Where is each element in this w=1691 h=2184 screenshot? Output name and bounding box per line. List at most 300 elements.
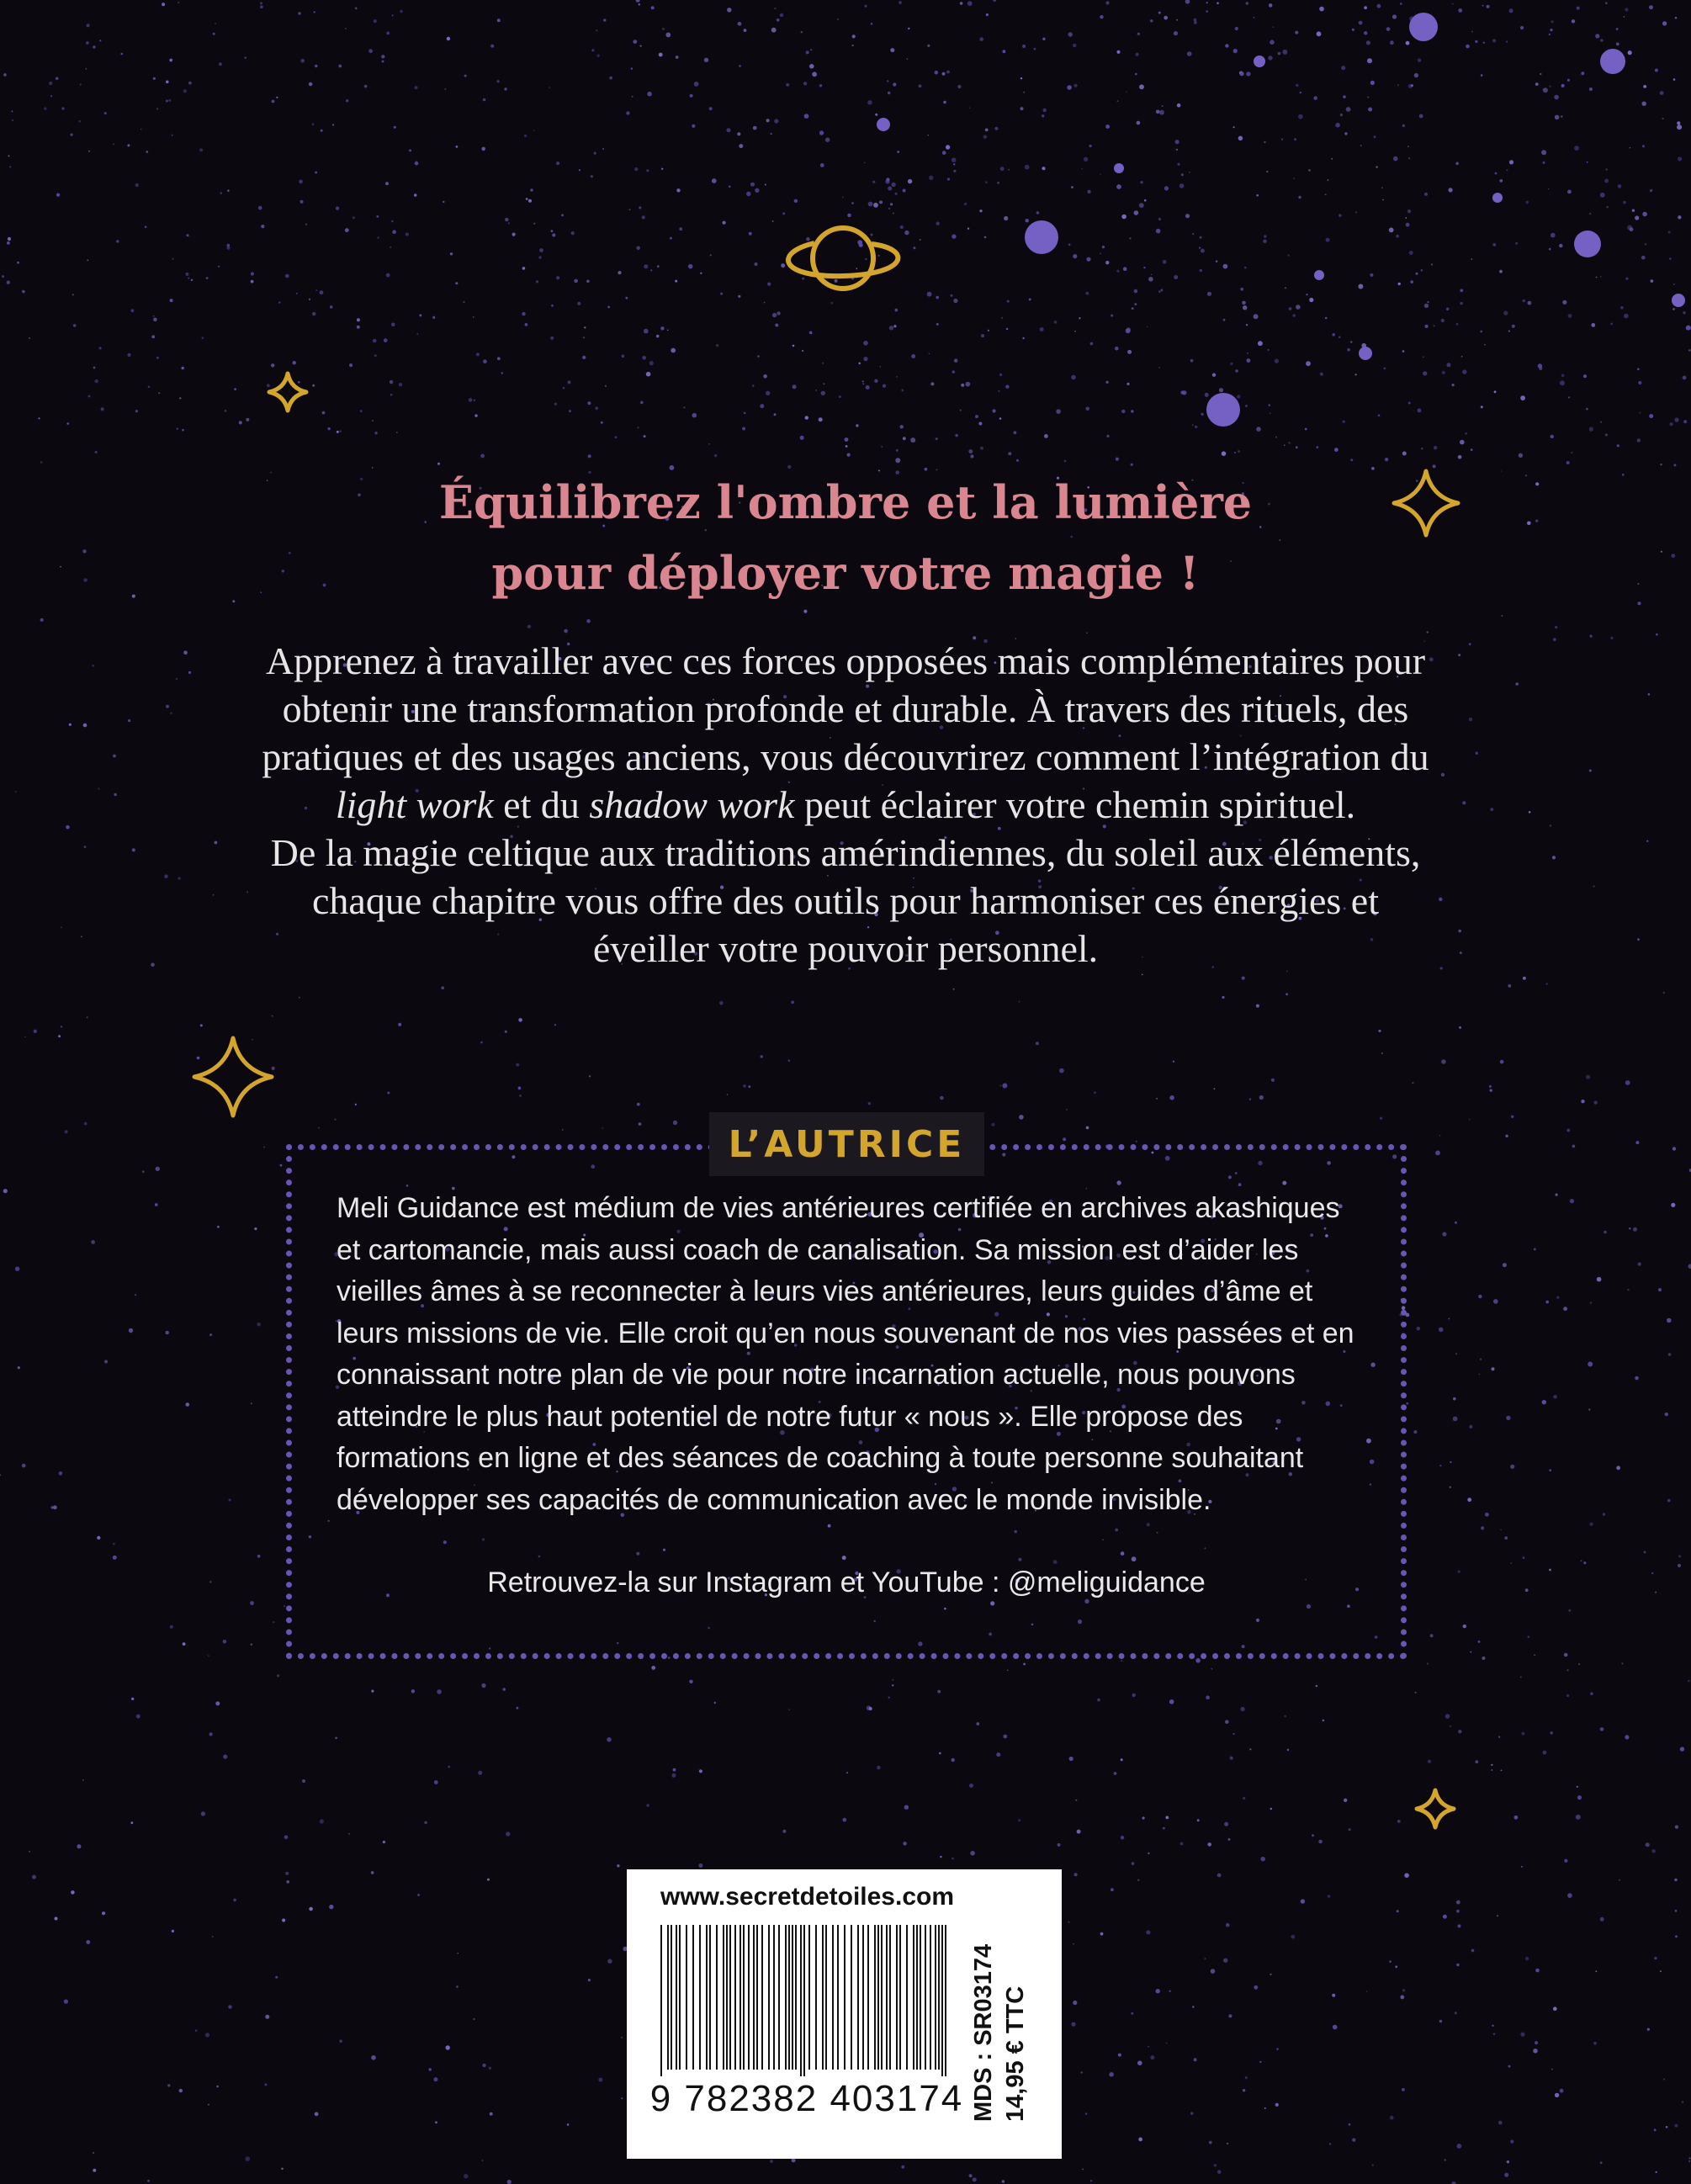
star-dot (1397, 84, 1399, 86)
star-dot (525, 323, 528, 326)
star-dot (329, 1905, 333, 1909)
star-dot (1131, 2012, 1133, 2015)
star-dot (777, 19, 780, 22)
star-dot (1642, 212, 1647, 217)
star-dot (1560, 2089, 1564, 2093)
star-dot (1475, 40, 1477, 43)
star-dot (1222, 996, 1224, 999)
star-dot (1275, 359, 1279, 363)
star-dot (1258, 341, 1263, 346)
star-dot (1674, 418, 1678, 422)
star-dot (166, 81, 169, 84)
star-dot (1301, 1899, 1305, 1903)
star-dot (1068, 1922, 1069, 1923)
star-dot (263, 1147, 265, 1148)
star-dot (61, 1026, 62, 1027)
star-dot (1418, 59, 1421, 62)
star-dot (1633, 1227, 1637, 1232)
star-dot (936, 222, 940, 225)
barcode-bar (676, 1925, 677, 2070)
star-dot (82, 1779, 84, 1781)
star-dot (1169, 1991, 1171, 1992)
star-dot (84, 846, 87, 848)
star-dot (602, 148, 604, 150)
barcode-bar (935, 1925, 936, 2070)
star-dot (490, 2112, 493, 2116)
star-dot (167, 2084, 170, 2086)
star-dot (1025, 165, 1030, 170)
star-dot (1434, 325, 1435, 326)
star-dot (1200, 236, 1202, 239)
star-dot (1123, 267, 1127, 271)
star-dot (1068, 243, 1071, 246)
star-dot (1600, 276, 1602, 278)
star-dot (1023, 1663, 1026, 1666)
star-dot (1139, 84, 1144, 89)
star-dot (1014, 431, 1017, 434)
star-dot (188, 278, 189, 279)
star-dot (1234, 452, 1236, 453)
star-dot (3, 1189, 8, 1193)
star-dot (750, 183, 755, 187)
author-label: L’AUTRICE (709, 1112, 984, 1176)
star-dot (265, 2015, 269, 2019)
star-dot (98, 788, 99, 790)
star-dot (225, 410, 227, 412)
star-dot (1625, 1735, 1629, 1739)
star-dot (1381, 1052, 1383, 1054)
star-dot (318, 1127, 320, 1129)
star-dot (1127, 350, 1132, 354)
star-dot (12, 119, 13, 121)
star-dot (92, 665, 94, 667)
star-dot (842, 1818, 846, 1822)
star-dot (809, 64, 814, 69)
star-dot (582, 356, 586, 359)
star-dot (285, 274, 289, 278)
star-dot (1180, 1842, 1184, 1846)
star-dot (636, 0, 640, 3)
star-dot (526, 198, 528, 200)
star-dot (1121, 1660, 1122, 1662)
barcode-bar (785, 1925, 787, 2070)
star-dot (147, 2180, 150, 2182)
star-dot (1630, 147, 1631, 149)
star-dot (858, 363, 861, 365)
star-dot (77, 1844, 81, 1848)
star-dot (1442, 1232, 1446, 1236)
star-dot (1674, 1879, 1678, 1882)
star-dot (478, 1771, 482, 1775)
star-dot (1144, 199, 1147, 202)
star-dot (594, 152, 596, 155)
star-dot (1227, 2143, 1228, 2144)
star-dot (551, 305, 554, 307)
star-dot (1688, 1680, 1690, 1683)
star-dot (353, 216, 355, 219)
star-dot (1434, 446, 1438, 450)
star-dot (1223, 1959, 1227, 1963)
star-dot (271, 363, 274, 367)
star-dot (622, 355, 625, 358)
star-dot (101, 407, 104, 411)
star-dot (805, 416, 808, 419)
star-dot (1458, 1571, 1460, 1573)
star-dot (1156, 1098, 1158, 1100)
star-dot (618, 271, 621, 274)
star-dot (512, 233, 516, 236)
star-dot (1553, 638, 1556, 641)
star-dot (252, 1039, 253, 1041)
star-dot (1641, 256, 1646, 260)
star-dot (881, 446, 883, 448)
star-dot (1675, 17, 1677, 19)
barcode-bar (660, 1925, 662, 2076)
star-dot (1506, 1416, 1510, 1420)
star-dot (1591, 323, 1595, 327)
bio-line: Meli Guidance est médium de vies antérieures certifiée en archives akashiques (337, 1192, 1340, 1224)
star-dot (820, 163, 824, 167)
star-dot (1574, 146, 1579, 151)
star-dot (1138, 2138, 1142, 2142)
star-dot (206, 277, 209, 279)
star-dot (1264, 141, 1265, 143)
star-dot (1008, 169, 1010, 171)
star-dot (1515, 242, 1518, 245)
star-dot (699, 1769, 702, 1773)
star-dot (639, 206, 641, 209)
star-dot (809, 331, 813, 335)
star-dot (1111, 315, 1113, 317)
star-dot (1481, 406, 1483, 408)
star-dot (233, 1899, 236, 1902)
star-dot (1105, 381, 1108, 384)
star-dot (991, 1123, 994, 1126)
star-dot (131, 309, 135, 312)
star-dot (332, 124, 334, 125)
bio-line: développer ses capacités de communication avec le monde invisible. (337, 1483, 1211, 1516)
star-dot (1332, 333, 1335, 337)
star-dot (8, 237, 11, 241)
star-dot (1493, 2033, 1495, 2035)
star-dot (1526, 201, 1529, 204)
star-dot (632, 96, 633, 98)
star-dot (1325, 193, 1327, 195)
star-dot (644, 435, 646, 437)
star-dot (1586, 408, 1588, 411)
star-dot (1675, 1826, 1678, 1829)
star-dot (1260, 1857, 1265, 1862)
star-dot (1450, 1461, 1451, 1463)
star-dot (1500, 1529, 1502, 1531)
star-dot (1480, 1358, 1482, 1360)
star-dot (97, 1536, 100, 1540)
barcode-bar (913, 1925, 914, 2070)
star-dot (1207, 1842, 1211, 1847)
barcode-bar (679, 1925, 681, 2070)
star-dot (591, 175, 593, 178)
star-dot (212, 1936, 214, 1938)
star-dot (903, 437, 906, 440)
star-dot (1100, 252, 1101, 254)
star-dot (1402, 1989, 1405, 1991)
star-dot (1449, 188, 1453, 192)
star-dot (518, 1087, 522, 1090)
star-dot (1131, 410, 1133, 412)
star-dot (983, 135, 987, 139)
star-dot (1163, 260, 1167, 264)
star-dot (947, 178, 950, 180)
star-dot (1305, 428, 1307, 431)
star-dot (1355, 374, 1357, 375)
star-dot (1589, 427, 1593, 431)
star-dot (1121, 215, 1126, 220)
star-dot (952, 370, 955, 373)
star-dot (1389, 228, 1394, 233)
star-dot (381, 55, 384, 58)
star-dot (1583, 374, 1587, 378)
star-dot (970, 1851, 975, 1856)
star-dot (892, 1679, 893, 1681)
star-dot (1645, 243, 1647, 246)
star-dot (1452, 384, 1455, 386)
star-dot (223, 1640, 227, 1644)
star-dot (1566, 1129, 1570, 1132)
star-dot (1597, 1277, 1602, 1282)
star-dot (1402, 125, 1405, 127)
star-dot (1564, 1653, 1568, 1657)
star-dot (586, 280, 590, 284)
star-dot (349, 363, 353, 367)
star-dot (446, 2045, 450, 2049)
star-dot (1350, 341, 1352, 342)
star-dot (896, 449, 899, 452)
star-dot (1148, 277, 1153, 282)
star-dot (1156, 229, 1161, 234)
star-dot (396, 432, 398, 433)
star-dot (1285, 993, 1288, 995)
star-dot (129, 1328, 133, 1333)
barcode-bar (773, 1925, 775, 2070)
star-dot (1662, 118, 1664, 119)
star-dot (1192, 424, 1194, 426)
star-dot (946, 71, 950, 74)
star-dot (961, 384, 964, 387)
large-stars (877, 13, 1685, 427)
star-dot (80, 83, 82, 85)
star-dot (1115, 347, 1119, 351)
star-dot (1567, 1669, 1569, 1671)
star-dot (340, 430, 342, 432)
star-dot (1627, 1289, 1630, 1291)
barcode-bar (886, 1925, 888, 2070)
star-dot (942, 151, 946, 155)
star-dot (1136, 53, 1139, 56)
star-dot (729, 186, 730, 188)
star-dot (1492, 39, 1496, 42)
star-dot (1570, 1199, 1574, 1203)
star-dot (1548, 188, 1550, 190)
star-dot (508, 222, 510, 224)
star-dot (1646, 1842, 1650, 1847)
star-dot (782, 212, 785, 215)
barcode-bar (867, 1925, 869, 2070)
star-dot (953, 989, 955, 990)
star-dot (40, 618, 44, 622)
star-dot (61, 107, 64, 109)
star-dot (1269, 3, 1273, 8)
star-dot (650, 269, 652, 271)
star-dot (1637, 438, 1641, 442)
star-dot (1392, 14, 1397, 19)
star-dot (1678, 1564, 1681, 1567)
star-dot (1137, 33, 1140, 35)
star-dot (1667, 1499, 1671, 1503)
star-dot (633, 40, 637, 44)
star-dot (1553, 1395, 1557, 1399)
star-dot (1624, 314, 1629, 319)
barcode-bar (726, 1925, 728, 2070)
star-dot (374, 432, 377, 434)
star-dot (1259, 2061, 1261, 2063)
star-dot (1469, 1119, 1471, 1121)
star-dot (1523, 1556, 1525, 1559)
star-dot (1577, 7, 1580, 10)
star-dot (589, 1075, 591, 1077)
star-dot (1567, 79, 1570, 82)
star-dot (981, 334, 984, 337)
star-dot (1380, 1117, 1382, 1120)
star-dot (621, 2037, 623, 2038)
star-dot (390, 394, 393, 396)
star-dot (1649, 414, 1653, 418)
star-dot (246, 418, 249, 421)
star-dot (1600, 193, 1605, 198)
star-dot (708, 443, 710, 445)
star-dot (930, 382, 934, 385)
star-dot (1483, 42, 1485, 44)
star-dot (392, 14, 394, 16)
star-dot (1589, 213, 1592, 215)
star-dot (1498, 1736, 1500, 1738)
bio-line: atteindre le plus haut potentiel de notre futur « nous ». Elle propose des (337, 1400, 1243, 1433)
star-dot (1105, 125, 1110, 129)
star-dot (216, 2086, 219, 2088)
star-dot (1400, 3, 1402, 5)
star-dot (1126, 383, 1129, 385)
star-dot (415, 86, 418, 89)
star-dot (1190, 359, 1194, 363)
star-dot (727, 8, 731, 12)
star-dot (315, 65, 317, 67)
star-dot (1228, 2014, 1232, 2017)
star-dot (1071, 186, 1073, 188)
star-dot (71, 134, 73, 136)
star-dot (895, 309, 899, 312)
star-dot (946, 145, 950, 149)
star-dot (806, 237, 810, 241)
star-dot (1625, 278, 1628, 280)
star-dot (969, 2174, 973, 2177)
star-dot (1512, 325, 1515, 328)
star-dot (1624, 16, 1625, 18)
star-dot (1552, 856, 1556, 859)
star-dot (1439, 1465, 1441, 1466)
star-dot (1669, 257, 1672, 260)
star-dot (887, 80, 889, 82)
star-dot (113, 143, 114, 145)
star-dot (782, 1830, 786, 1833)
star-dot (788, 1060, 790, 1062)
star-dot (665, 33, 671, 38)
star-dot (357, 318, 360, 321)
star-dot (399, 383, 402, 386)
star-dot (1042, 167, 1045, 170)
star-dot (1456, 1964, 1459, 1966)
star-dot (1396, 235, 1399, 238)
star-dot (1566, 1694, 1569, 1697)
star-dot (1435, 1151, 1440, 1156)
star-dot (1054, 321, 1058, 324)
star-dot (1682, 2101, 1684, 2103)
star-dot (1175, 140, 1179, 144)
star-dot (1308, 169, 1311, 172)
star-dot (1504, 1536, 1508, 1540)
star-dot (940, 1096, 944, 1100)
star-dot (1179, 183, 1185, 188)
star-dot (1211, 1668, 1213, 1670)
star-dot (1243, 305, 1247, 310)
star-dot (556, 162, 559, 165)
barcode-bar (699, 1925, 701, 2070)
star-dot (1511, 1562, 1513, 1564)
star-dot (1288, 255, 1290, 257)
star-dot (911, 354, 915, 358)
star-dot (1482, 1657, 1485, 1660)
star-dot (1501, 615, 1503, 617)
star-dot (497, 80, 500, 82)
barcode-bar (815, 1925, 817, 2070)
star-dot (1349, 2123, 1351, 2126)
star-dot (251, 280, 254, 284)
star-dot (810, 49, 812, 50)
star-dot (516, 1063, 519, 1067)
star-dot (432, 316, 435, 319)
star-dot (433, 2077, 437, 2081)
barcode-bar (761, 1925, 763, 2070)
star-dot (862, 383, 864, 384)
star-dot (1067, 85, 1072, 90)
star-dot (1347, 348, 1350, 352)
star-dot (474, 414, 477, 416)
star-dot (1007, 1670, 1009, 1672)
star-dot (429, 2068, 432, 2070)
star-dot (1097, 1699, 1100, 1702)
star-dot (755, 188, 759, 193)
star-dot (519, 1095, 522, 1097)
star-dot (591, 49, 594, 51)
star-dot (142, 1170, 145, 1173)
star-dot (170, 1625, 173, 1629)
star-dot (1439, 1135, 1441, 1137)
star-dot (774, 413, 777, 416)
star-dot (337, 431, 339, 433)
star-dot (903, 1842, 906, 1845)
star-dot (320, 1819, 324, 1823)
star-dot (584, 326, 586, 328)
star-dot (1616, 28, 1619, 30)
star-dot (172, 1930, 174, 1932)
